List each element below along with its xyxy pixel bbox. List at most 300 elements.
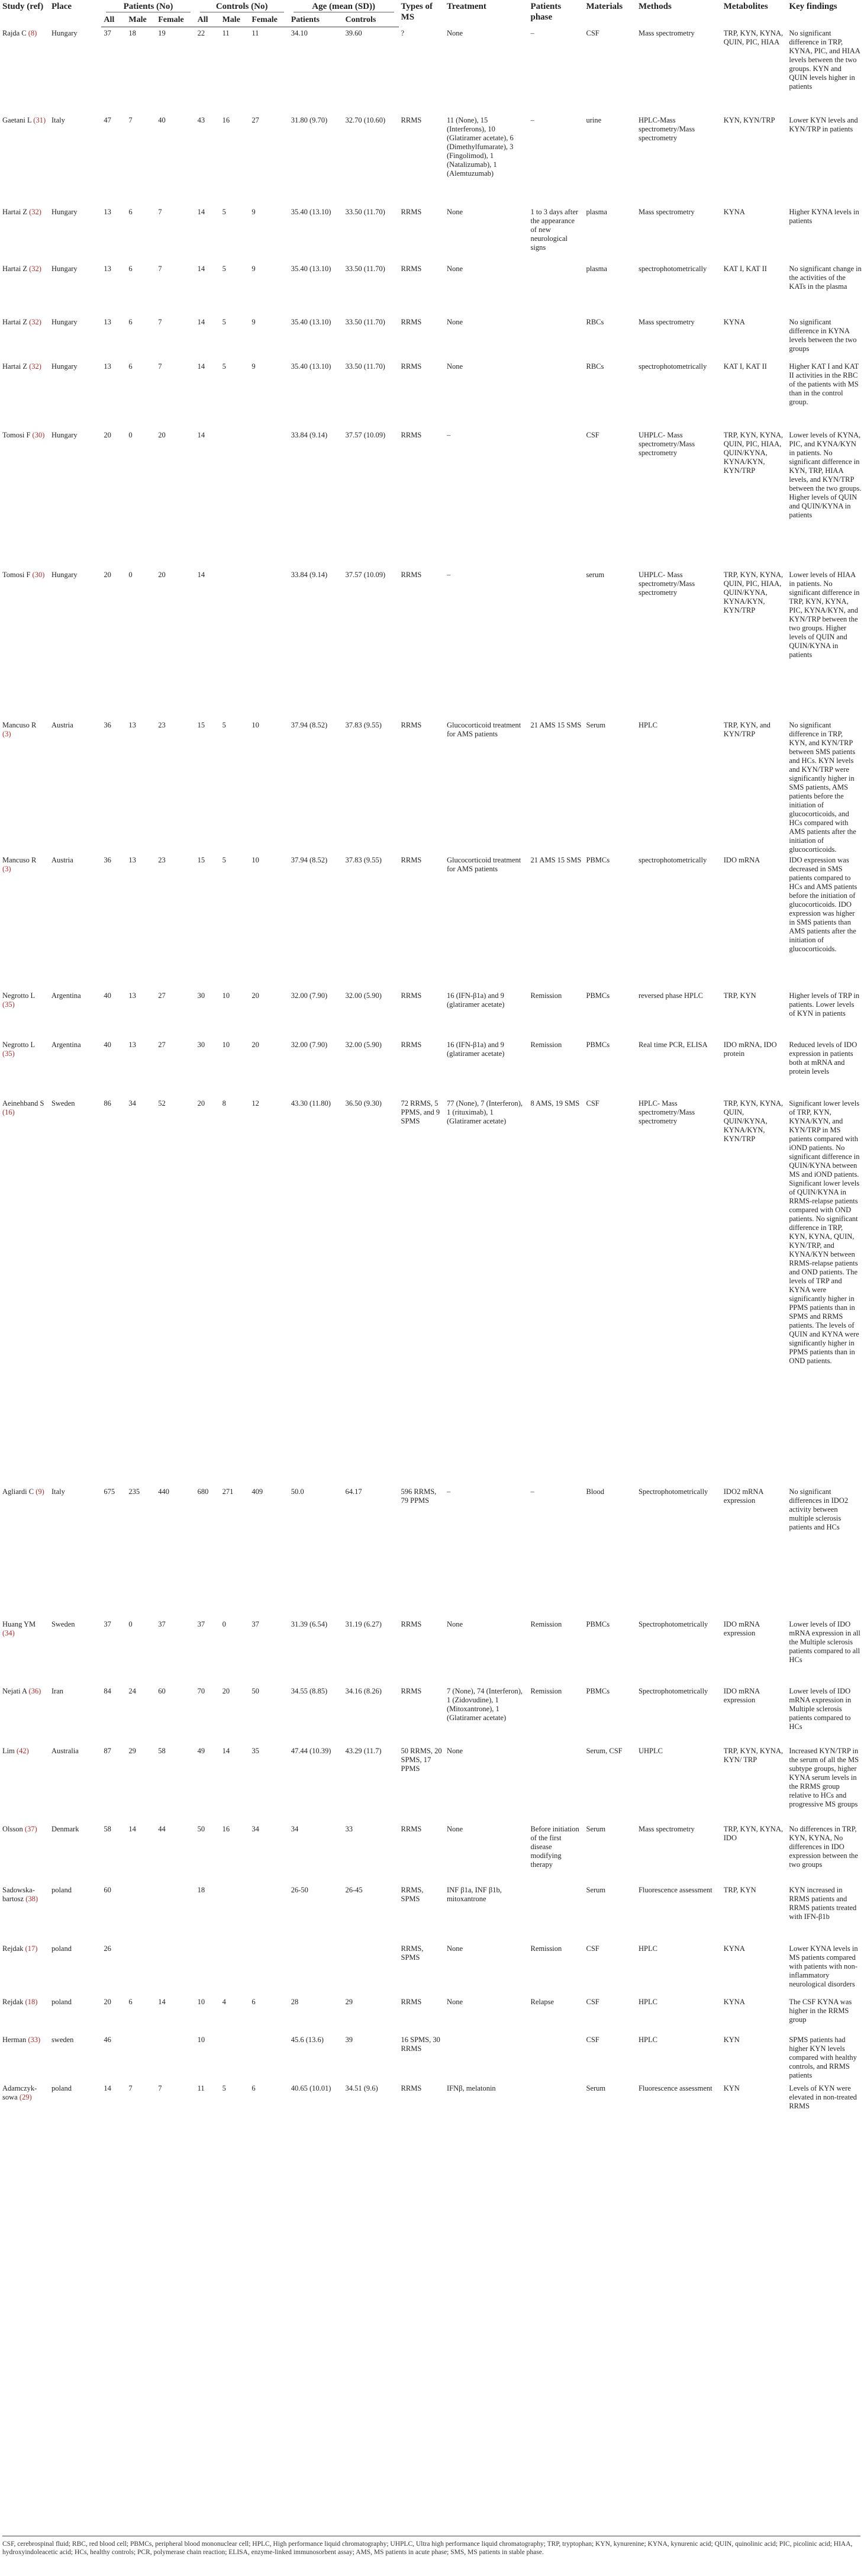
cell-findings: Lower levels of HIAA in patients. No significant difference in TRP, KYN, KYNA, PIC, KYNA/KYN, and KYN/TRP between the two groups. Higher levels of QUIN and QUIN/KYNA in patients	[789, 570, 860, 659]
cell-patients-all: 58	[104, 1824, 111, 1833]
cell-controls-female: 10	[252, 855, 259, 864]
cell-age-patients: 47.44 (10.39)	[291, 1746, 331, 1755]
cell-controls-female	[249, 1884, 288, 1943]
cell-findings: Higher KYNA levels in patients	[789, 207, 859, 225]
cell-types: 16 SPMS, 30 RRMS	[401, 2035, 440, 2053]
cell-patients-female	[156, 1884, 195, 1943]
cell-materials: Serum	[586, 1824, 606, 1833]
header-materials: Materials	[586, 2, 623, 11]
cell-study	[0, 990, 49, 1039]
cell-patients-all: 40	[104, 991, 111, 1000]
cell-findings: No significant difference in TRP, KYN, and KYN/TRP between SMS patients and HCs. KYN levels and KYN/TRP were significantly higher in SMS patients, AMS patients before the initiation of glucocorticoids, and HCs compared with AMS patients after the initiation of glucocorticoids.	[789, 720, 856, 854]
cell-findings: Higher levels of TRP in patients. Lower levels of KYN in patients	[789, 991, 860, 1017]
cell-controls-all: 14	[197, 430, 205, 439]
cell-patients-female: 20	[158, 570, 166, 579]
cell-findings: Higher KAT I and KAT II activities in the RBC of the patients with MS than in the control group.	[789, 362, 859, 406]
cell-controls-female: 9	[252, 362, 256, 371]
cell-patients-all: 14	[104, 2084, 111, 2092]
cell-types: RRMS	[401, 207, 422, 216]
cell-findings: No significant difference in TRP, KYNA, PIC, and HIAA levels between the two groups. KYN and QUIN levels higher in patients	[789, 28, 860, 91]
cell-age-controls: 43.29 (11.7)	[345, 1746, 382, 1755]
cell-patients-female: 440	[158, 1487, 169, 1496]
cell-findings: Lower levels of KYNA, PIC, and KYNA/KYN in patients. No significant difference in KYN, TRP, HIAA levels, and KYN/TRP between the two groups. Higher levels of QUIN and QUIN/KYNA in patients	[789, 430, 862, 519]
cell-age-patients: 35.40 (13.10)	[291, 207, 331, 216]
cell-phase	[528, 1745, 584, 1823]
cell-age-patients: 43.30 (11.80)	[291, 1099, 331, 1107]
cell-metabolites: TRP, KYN, and KYN/TRP	[723, 720, 770, 738]
cell-types: RRMS	[401, 1686, 422, 1695]
cell-materials: Serum	[586, 720, 606, 729]
cell-place: Hungary	[51, 430, 78, 439]
cell-methods: Spectrophotometrically	[638, 1619, 708, 1628]
cell-controls-all: 10	[197, 1997, 205, 2006]
cell-patients-male: 13	[128, 855, 136, 864]
cell-findings: The CSF KYNA was higher in the RRMS group	[789, 1997, 852, 2024]
study-ref-link[interactable]: (17)	[25, 1944, 38, 1953]
study-ref-link[interactable]: (32)	[29, 317, 41, 326]
cell-methods: UHPLC	[638, 1746, 663, 1755]
cell-controls-female	[249, 569, 288, 719]
cell-study	[0, 206, 49, 263]
cell-patients-all: 13	[104, 264, 111, 273]
cell-controls-female: 9	[252, 207, 256, 216]
study-ref-link[interactable]: (18)	[25, 1997, 38, 2006]
cell-age-controls: 37.57 (10.09)	[345, 570, 386, 579]
cell-treatment: IFNβ, melatonin	[446, 2084, 496, 2092]
cell-age-controls: 33.50 (11.70)	[345, 317, 385, 326]
cell-types: 72 RRMS, 5 PPMS, and 9 SPMS	[401, 1099, 440, 1125]
cell-age-controls: 39.60	[345, 29, 362, 37]
cell-phase: 1 to 3 days after the appearance of new neurological signs	[530, 207, 579, 252]
study-name: Rejdak	[2, 1997, 24, 2006]
cell-age-patients: 34.10	[291, 29, 308, 37]
cell-materials: RBCs	[586, 362, 604, 371]
cell-phase	[528, 1884, 584, 1943]
cell-controls-female: 37	[252, 1619, 259, 1628]
cell-place: Italy	[51, 115, 65, 124]
cell-treatment: None	[446, 28, 463, 37]
cell-age-controls: 64.17	[345, 1487, 362, 1496]
cell-age-patients	[289, 1943, 343, 1996]
cell-controls-all: 22	[197, 29, 205, 37]
header-study: Study (ref)	[2, 2, 44, 11]
cell-place: Hungary	[51, 207, 78, 216]
cell-metabolites: TRP, KYN, KYNA, KYN/ TRP	[723, 1746, 784, 1764]
cell-metabolites: KYN	[723, 2035, 740, 2044]
cell-age-patients: 33.84 (9.14)	[291, 570, 328, 579]
cell-age-controls: 26-45	[345, 1885, 363, 1894]
cell-patients-female: 7	[158, 362, 162, 371]
study-name: Tomosi F	[2, 430, 31, 439]
cell-findings: Lower levels of IDO mRNA expression in Multiple sclerosis patients compared to HCs	[789, 1686, 852, 1731]
cell-patients-all: 36	[104, 855, 111, 864]
cell-types: RRMS	[401, 115, 422, 124]
cell-patients-male: 24	[128, 1686, 136, 1695]
cell-findings: Levels of KYN were elevated in non-treated RRMS	[789, 2084, 857, 2110]
cell-treatment: 7 (None), 74 (Interferon), 1 (Zidovudine), 1 (Mitoxantrone), 1 (Glatiramer acetate)	[446, 1686, 523, 1722]
cell-place: Italy	[51, 1487, 65, 1496]
cell-controls-female: 20	[252, 991, 259, 1000]
cell-age-patients: 34.55 (8.85)	[291, 1686, 328, 1695]
header-patients-group: Patients (No)	[101, 0, 195, 14]
cell-findings: Increased KYN/TRP in the serum of all the MS subtype groups, higher KYNA serum levels in the RRMS group relative to HCs and progressive MS groups	[789, 1746, 859, 1808]
cell-place: poland	[51, 1885, 72, 1894]
table-row	[0, 1823, 864, 1884]
cell-types: RRMS	[401, 570, 422, 579]
cell-controls-all: 70	[197, 1686, 205, 1695]
table-row	[0, 569, 864, 719]
cell-controls-female: 10	[252, 720, 259, 729]
cell-treatment: None	[446, 1619, 463, 1628]
cell-patients-female: 40	[158, 115, 166, 124]
cell-treatment: Glucocorticoid treatment for AMS patients	[446, 855, 521, 873]
cell-age-patients: 28	[291, 1997, 299, 2006]
cell-age-patients: 32.00 (7.90)	[291, 991, 328, 1000]
cell-patients-female: 7	[158, 2084, 162, 2092]
cell-patients-female: 52	[158, 1099, 166, 1107]
cell-phase: Remission	[530, 1944, 562, 1953]
cell-phase	[528, 316, 584, 360]
cell-metabolites: IDO2 mRNA expression	[723, 1487, 763, 1505]
cell-methods: Mass spectrometry	[638, 1824, 695, 1833]
table-body	[0, 27, 864, 2134]
cell-controls-male: 8	[222, 1099, 226, 1107]
table-row	[0, 1685, 864, 1745]
cell-study	[0, 263, 49, 316]
cell-methods: HPLC	[638, 1997, 657, 2006]
cell-age-patients: 26-50	[291, 1885, 308, 1894]
cell-types: RRMS	[401, 720, 422, 729]
cell-methods: HPLC	[638, 1944, 657, 1953]
study-ref-link[interactable]: (36)	[28, 1686, 41, 1695]
cell-findings: No significant difference in KYNA levels between the two groups	[789, 317, 857, 353]
cell-age-patients: 35.40 (13.10)	[291, 264, 331, 273]
cell-findings: Lower KYN levels and KYN/TRP in patients	[789, 115, 858, 133]
cell-age-controls: 29	[345, 1997, 353, 2006]
cell-findings: Reduced levels of IDO expression in patients both at mRNA and protein levels	[789, 1040, 857, 1076]
cell-controls-female: 20	[252, 1040, 259, 1049]
cell-age-patients: 40.65 (10.01)	[291, 2084, 331, 2092]
cell-controls-all: 37	[197, 1619, 205, 1628]
cell-controls-female: 9	[252, 317, 256, 326]
cell-treatment	[444, 2034, 528, 2082]
cell-types: RRMS	[401, 430, 422, 439]
cell-place: Denmark	[51, 1824, 79, 1833]
study-ref-link[interactable]: (3)	[2, 864, 11, 873]
header-patients-all: All	[101, 14, 126, 27]
cell-controls-male: 5	[222, 317, 226, 326]
cell-methods: Real time PCR, ELISA	[638, 1040, 708, 1049]
cell-controls-all: 11	[197, 2084, 205, 2092]
cell-metabolites: KYN	[723, 2084, 740, 2092]
cell-treatment: 16 (IFN-β1a) and 9 (glatiramer acetate)	[446, 1040, 505, 1058]
study-name: Adamczyk-sowa	[2, 2084, 37, 2101]
cell-patients-all: 20	[104, 430, 111, 439]
study-ref-link[interactable]: (34)	[2, 1628, 15, 1637]
header-controls-all: All	[195, 14, 220, 27]
cell-types: RRMS	[401, 264, 422, 273]
cell-age-controls: 33.50 (11.70)	[345, 264, 385, 273]
header-age-controls: Controls	[343, 14, 399, 27]
table-row	[0, 429, 864, 569]
study-name: Olsson	[2, 1824, 23, 1833]
study-ref-link[interactable]: (35)	[2, 1049, 15, 1058]
cell-patients-all: 13	[104, 317, 111, 326]
cell-methods: HPLC	[638, 2035, 657, 2044]
table-row	[0, 1097, 864, 1486]
cell-controls-female: 34	[252, 1824, 259, 1833]
cell-controls-female: 11	[252, 29, 259, 37]
header-metabolites: Metabolites	[723, 2, 768, 11]
cell-place: Hungary	[51, 264, 78, 273]
cell-patients-male: 0	[128, 430, 133, 439]
study-name: Agliardi C	[2, 1487, 34, 1496]
cell-phase: Before initiation of the first disease modifying therapy	[530, 1824, 579, 1869]
cell-patients-all: 60	[104, 1885, 111, 1894]
study-ref-link[interactable]: (32)	[29, 362, 41, 371]
table-row	[0, 360, 864, 429]
cell-controls-male	[220, 1884, 250, 1943]
cell-patients-female: 19	[158, 29, 166, 37]
cell-place: Iran	[51, 1686, 64, 1695]
table-row	[0, 2034, 864, 2082]
cell-types: RRMS	[401, 1619, 422, 1628]
cell-methods: UHPLC- Mass spectrometry/Mass spectrometry	[638, 430, 695, 457]
cell-patients-male: 29	[128, 1746, 136, 1755]
cell-treatment: None	[446, 207, 463, 216]
cell-findings: Significant lower levels of TRP, KYN, KYNA/KYN, and KYN/TRP in MS patients compared with iOND patients. No significant difference in QUIN/KYNA between MS and iOND patients. Significant lower levels of QUIN/KYNA in RRMS-relapse patients compared with OND patients. No significant difference in TRP, KYN, KYNA, QUIN, KYN/TRP, and KYNA/KYN between RRMS-relapse patients and OND patients. The levels of TRP and KYNA were significantly higher in PPMS patients than in SPMS and RRMS patients. The levels of QUIN and KYNA were significantly higher in PPMS patients than in OND patients.	[789, 1099, 860, 1365]
study-ref-link[interactable]: (32)	[29, 264, 41, 273]
cell-patients-all: 13	[104, 362, 111, 371]
study-ref-link[interactable]: (42)	[16, 1746, 29, 1755]
cell-study	[0, 27, 49, 114]
cell-phase: –	[530, 115, 534, 124]
cell-study	[0, 719, 49, 854]
cell-age-patients: 31.39 (6.54)	[291, 1619, 328, 1628]
header-findings: Key findings	[789, 2, 837, 11]
cell-patients-female: 44	[158, 1824, 166, 1833]
cell-age-patients: 50.0	[291, 1487, 304, 1496]
cell-phase	[528, 2082, 584, 2134]
cell-phase: Relapse	[530, 1997, 554, 2006]
cell-place: poland	[51, 2084, 72, 2092]
header-phase: Patients phase	[530, 2, 562, 22]
header-controls-female: Female	[249, 14, 288, 27]
cell-types: RRMS	[401, 2084, 422, 2092]
cell-controls-female	[249, 1943, 288, 1996]
table-row	[0, 316, 864, 360]
cell-methods: Spectrophotometrically	[638, 1487, 708, 1496]
cell-patients-female	[156, 2034, 195, 2082]
cell-materials: PBMCs	[586, 1686, 610, 1695]
cell-patients-all: 20	[104, 570, 111, 579]
cell-patients-female: 7	[158, 264, 162, 273]
cell-age-controls: 32.00 (5.90)	[345, 1040, 382, 1049]
cell-study	[0, 569, 49, 719]
cell-controls-female: 6	[252, 1997, 256, 2006]
cell-phase	[528, 360, 584, 429]
cell-controls-male: 0	[222, 1619, 226, 1628]
cell-metabolites: IDO mRNA	[723, 855, 760, 864]
cell-metabolites: KYNA	[723, 1944, 745, 1953]
cell-patients-all: 26	[104, 1944, 111, 1953]
study-ref-link[interactable]: (8)	[28, 28, 37, 37]
header-patients-female: Female	[156, 14, 195, 27]
cell-treatment: None	[446, 1746, 463, 1755]
table-row	[0, 206, 864, 263]
cell-place: Austria	[51, 720, 73, 729]
cell-controls-male	[220, 2034, 250, 2082]
cell-phase: –	[530, 28, 534, 37]
cell-controls-male: 11	[222, 29, 230, 37]
table-row	[0, 1039, 864, 1097]
cell-patients-female: 37	[158, 1619, 166, 1628]
cell-controls-male: 5	[222, 720, 226, 729]
cell-findings: No significant differences in IDO2 activity between multiple sclerosis patients and HCs	[789, 1487, 849, 1531]
table-row	[0, 990, 864, 1039]
table-row	[0, 1486, 864, 1618]
header-controls-group: Controls (No)	[195, 0, 289, 14]
cell-age-controls: 37.57 (10.09)	[345, 430, 386, 439]
cell-place: Hungary	[51, 28, 78, 37]
cell-place: Argentina	[51, 1040, 81, 1049]
cell-age-patients: 31.80 (9.70)	[291, 115, 328, 124]
cell-patients-all: 86	[104, 1099, 111, 1107]
table-row	[0, 114, 864, 206]
header-patients-male: Male	[126, 14, 156, 27]
header-methods: Methods	[638, 2, 672, 11]
header-types: Types of MS	[401, 2, 433, 22]
cell-materials: plasma	[586, 207, 607, 216]
cell-controls-all: 680	[197, 1487, 209, 1496]
table-row	[0, 263, 864, 316]
cell-types: 50 RRMS, 20 SPMS, 17 PPMS	[401, 1746, 442, 1773]
cell-controls-male	[220, 1943, 250, 1996]
table-row	[0, 1745, 864, 1823]
cell-methods: HPLC- Mass spectrometry/Mass spectrometry	[638, 1099, 695, 1125]
cell-place: Argentina	[51, 991, 81, 1000]
cell-place: Sweden	[51, 1619, 75, 1628]
study-name: Aeinehband S	[2, 1099, 44, 1107]
cell-phase: 21 AMS 15 SMS	[530, 720, 582, 729]
cell-materials: plasma	[586, 264, 607, 273]
study-ref-link[interactable]: (3)	[2, 729, 11, 738]
cell-patients-male	[126, 1943, 156, 1996]
cell-patients-male	[126, 1884, 156, 1943]
cell-place: Hungary	[51, 317, 78, 326]
study-ref-link[interactable]: (30)	[32, 570, 45, 579]
cell-controls-female: 27	[252, 115, 259, 124]
cell-controls-all: 15	[197, 855, 205, 864]
study-ref-link[interactable]: (16)	[2, 1107, 15, 1116]
cell-methods: spectrophotometrically	[638, 264, 707, 273]
cell-materials: CSF	[586, 1997, 599, 2006]
cell-patients-all: 13	[104, 207, 111, 216]
cell-controls-female: 6	[252, 2084, 256, 2092]
cell-methods: UHPLC- Mass spectrometry/Mass spectrometry	[638, 570, 695, 597]
cell-treatment: None	[446, 1824, 463, 1833]
study-name: Huang YM	[2, 1619, 36, 1628]
cell-study	[0, 1943, 49, 1996]
table-row	[0, 854, 864, 990]
study-ref-link[interactable]: (9)	[36, 1487, 44, 1496]
study-name: Gaetani L	[2, 115, 32, 124]
cell-controls-all: 49	[197, 1746, 205, 1755]
cell-methods: Mass spectrometry	[638, 317, 695, 326]
cell-treatment: 77 (None), 7 (Interferon), 1 (rituximab), 1 (Glatiramer acetate)	[446, 1099, 523, 1125]
cell-metabolites: KYN, KYN/TRP	[723, 115, 775, 124]
cell-metabolites: TRP, KYN, KYNA, IDO	[723, 1824, 784, 1842]
study-ref-link[interactable]: (33)	[28, 2035, 41, 2044]
study-ref-link[interactable]: (37)	[24, 1824, 37, 1833]
cell-study	[0, 1097, 49, 1486]
cell-metabolites: KYNA	[723, 207, 745, 216]
cell-age-patients: 33.84 (9.14)	[291, 430, 328, 439]
cell-materials: Blood	[586, 1487, 605, 1496]
study-ref-link[interactable]: (30)	[32, 430, 45, 439]
cell-patients-male: 6	[128, 362, 133, 371]
cell-place: Sweden	[51, 1099, 75, 1107]
study-ref-link[interactable]: (29)	[19, 2092, 32, 2101]
cell-materials: CSF	[586, 2035, 599, 2044]
cell-controls-all: 20	[197, 1099, 205, 1107]
cell-patients-male: 7	[128, 2084, 133, 2092]
cell-treatment: None	[446, 264, 463, 273]
cell-controls-all: 14	[197, 207, 205, 216]
study-ref-link[interactable]: (32)	[29, 207, 41, 216]
cell-patients-male: 6	[128, 207, 133, 216]
cell-patients-all: 37	[104, 1619, 111, 1628]
cell-patients-male: 34	[128, 1099, 136, 1107]
study-name: Negrotto L	[2, 1040, 35, 1049]
study-ref-link[interactable]: (35)	[2, 1000, 15, 1009]
study-ref-link[interactable]: (38)	[25, 1894, 38, 1903]
cell-treatment: 16 (IFN-β1a) and 9 (glatiramer acetate)	[446, 991, 505, 1009]
cell-patients-all: 37	[104, 29, 111, 37]
cell-phase	[528, 263, 584, 316]
cell-place: Australia	[51, 1746, 79, 1755]
cell-patients-male: 18	[128, 29, 136, 37]
cell-types: RRMS	[401, 362, 422, 371]
cell-treatment: –	[446, 570, 451, 579]
cell-patients-all: 675	[104, 1487, 115, 1496]
cell-controls-male: 10	[222, 991, 230, 1000]
cell-patients-female: 7	[158, 207, 162, 216]
cell-study	[0, 1823, 49, 1884]
cell-types: RRMS	[401, 1824, 422, 1833]
cell-age-controls: 34.51 (9.6)	[345, 2084, 378, 2092]
study-name: Mancuso R	[2, 720, 37, 729]
cell-age-controls: 33.50 (11.70)	[345, 207, 385, 216]
cell-metabolites: TRP, KYN, KYNA, QUIN, PIC, HIAA, QUIN/KYNA, KYNA/KYN, KYN/TRP	[723, 570, 784, 614]
study-name: Tomosi F	[2, 570, 31, 579]
table-footnote: CSF, cerebrospinal fluid; RBC, red blood cell; PBMCs, peripheral blood mononuclear cell; HPLC, High performance liquid chromatography; UHPLC, Ultra high performance liquid chromatography; TRP, tryptophan; KYN, kynurenine; KYNA, kynurenic acid; QUIN, quinolinic acid; PIC, picolinic acid; HIAA, hydroxyindoleacetic acid; HCs, healthy controls; PCR, polymerase chain reaction; ELISA, enzyme-linked immunosorbent assay; AMS, MS patients in acute phase; SMS, MS patients in stable phase.	[2, 2536, 860, 2556]
cell-treatment: 11 (None), 15 (Interferons), 10 (Glatiramer acetate), 6 (Dimethylfumarate), 3 (Fingolimod), 1 (Natalizumab), 1 (Alemtuzumab)	[446, 115, 514, 178]
cell-materials: CSF	[586, 1944, 599, 1953]
cell-patients-male: 6	[128, 1997, 133, 2006]
cell-controls-male: 16	[222, 115, 230, 124]
cell-methods: Spectrophotometrically	[638, 1686, 708, 1695]
cell-study	[0, 1618, 49, 1685]
cell-patients-all: 84	[104, 1686, 111, 1695]
cell-controls-male: 16	[222, 1824, 230, 1833]
cell-controls-female: 12	[252, 1099, 259, 1107]
header-controls-male: Male	[220, 14, 250, 27]
study-ref-link[interactable]: (31)	[33, 115, 46, 124]
cell-controls-male: 5	[222, 207, 226, 216]
cell-patients-male: 14	[128, 1824, 136, 1833]
cell-controls-male	[220, 429, 250, 569]
